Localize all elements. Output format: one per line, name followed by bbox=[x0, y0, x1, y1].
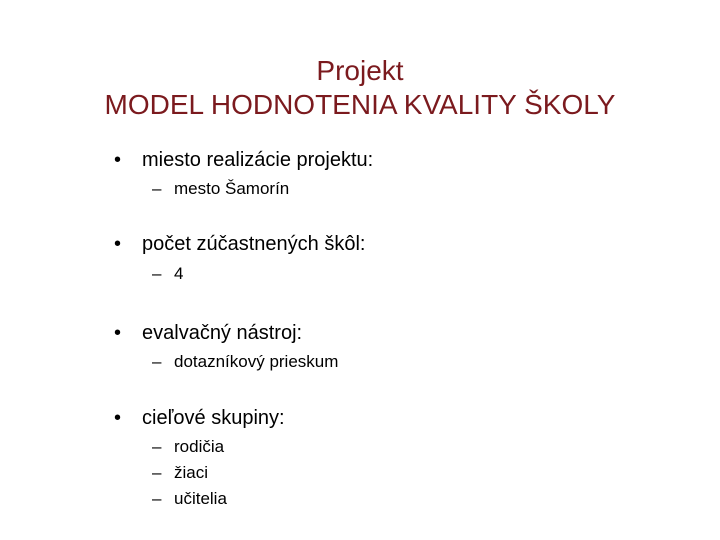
bullet-marker: • bbox=[114, 233, 122, 255]
sub-item-pupils-text: žiaci bbox=[174, 463, 209, 482]
sub-item-location bbox=[152, 179, 289, 199]
bullet-evaluation-tool bbox=[114, 321, 302, 345]
sub-item-evaluation-tool-text: dotazníkový prieskum bbox=[174, 352, 339, 371]
sub-item-parents-text: rodičia bbox=[174, 437, 225, 456]
bullet-target-groups-text: cieľové skupiny: bbox=[142, 407, 285, 429]
bullet-target-groups bbox=[114, 406, 285, 430]
sub-marker: – bbox=[152, 179, 162, 198]
sub-marker: – bbox=[152, 264, 162, 283]
sub-item-teachers bbox=[152, 489, 227, 509]
bullet-marker: • bbox=[114, 407, 122, 429]
sub-item-school-count-text: 4 bbox=[174, 264, 184, 283]
sub-marker: – bbox=[152, 463, 162, 482]
sub-marker: – bbox=[152, 437, 162, 456]
bullet-location-text: miesto realizácie projektu: bbox=[142, 149, 374, 171]
sub-marker: – bbox=[152, 352, 162, 371]
bullet-evaluation-tool-text: evalvačný nástroj: bbox=[142, 322, 303, 344]
sub-item-location-text: mesto Šamorín bbox=[174, 179, 290, 198]
title-line-2: MODEL HODNOTENIA KVALITY ŠKOLY bbox=[104, 89, 616, 120]
sub-marker: – bbox=[152, 489, 162, 508]
bullet-marker: • bbox=[114, 149, 122, 171]
bullet-school-count bbox=[114, 232, 365, 256]
sub-item-evaluation-tool bbox=[152, 352, 338, 372]
sub-item-parents bbox=[152, 437, 224, 457]
sub-item-pupils bbox=[152, 463, 208, 483]
bullet-school-count-text: počet zúčastnených škôl: bbox=[142, 233, 366, 255]
bullet-location bbox=[114, 148, 373, 172]
sub-item-school-count bbox=[152, 264, 183, 284]
sub-item-teachers-text: učitelia bbox=[174, 489, 227, 508]
bullet-marker: • bbox=[114, 322, 122, 344]
title-line-1: Projekt bbox=[316, 55, 404, 86]
